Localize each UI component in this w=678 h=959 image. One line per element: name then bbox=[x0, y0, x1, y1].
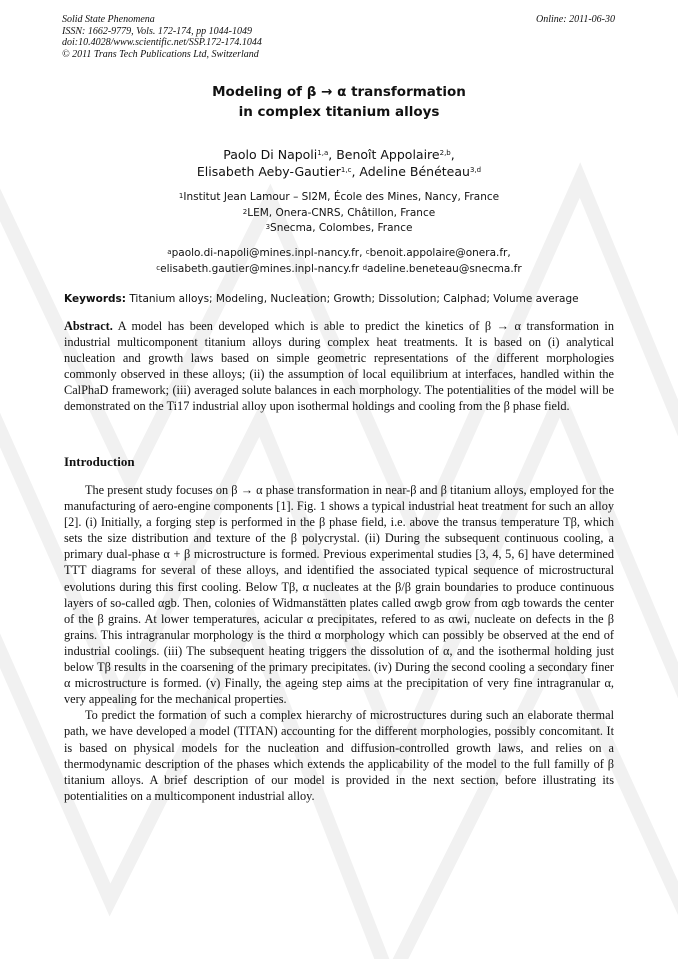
author-affil-marker: 2,b bbox=[439, 149, 451, 157]
author-list: Paolo Di Napoli$^{1,a}$, Benoît Appolaire$^{2,b}$, Elisabeth Aeby-Gautier$^{1,c}$, Adeline Bénéteau$^{3,d}$ bbox=[196, 147, 482, 179]
keywords-text: Titanium alloys; Modeling, Nucleation; Growth; Dissolution; Calphad; Volume average bbox=[129, 293, 579, 305]
section-heading: Introduction bbox=[64, 454, 135, 469]
doi-line: doi:10.4028/www.scientific.net/SSP.172-174.1044 bbox=[62, 37, 262, 48]
author-affil-marker: 1,a bbox=[317, 149, 329, 157]
keywords bbox=[64, 292, 614, 306]
affiliation: Institut Jean Lamour – SI2M, École des Mines, Nancy, France bbox=[183, 191, 500, 203]
journal-header bbox=[62, 14, 615, 60]
affiliation: Snecma, Colombes, France bbox=[270, 222, 413, 234]
email-marker: d bbox=[362, 264, 368, 272]
affiliations bbox=[0, 190, 678, 237]
paragraph: To predict the formation of such a complex hierarchy of microstructures during such an elaborate thermal path, we have developed a model (TITAN) accounting for the different morphologies, possibly concomitant. It is based on physical models for the nucleation and diffusion-controlled growth laws, and relies on a thermodynamic description of the phases which extends the applicability of the model to the full familly of β titanium alloys. A brief description of our model is provided in the next section, before illustrating its potentialities on a multicomponent industrial alloy. bbox=[64, 708, 614, 803]
abstract-text: A model has been developed which is able to predict the kinetics of β → α transformation in industrial multicomponent titanium alloys during complex heat treatments. It is based on (i) analytical nucleation and growth laws based on simple geometric representations of the different morphologies commonly observed in these alloys; (ii) the assumption of local equilibrium at interfaces, handled within the CalPhaD framework; (iii) averaged solute balances in each morphology. The potentialities of the model will be demonstrated on the Ti17 industrial alloy upon isothermal holdings and cooling from the β phase field. bbox=[64, 319, 614, 414]
issn-line: ISSN: 1662-9779, Vols. 172-174, pp 1044-1049 bbox=[62, 25, 252, 37]
title-line-1: Modeling of β → α transformation bbox=[212, 84, 466, 100]
email-marker: c bbox=[156, 264, 161, 272]
email-address[interactable]: paolo.di-napoli@mines.inpl-nancy.fr, bbox=[171, 247, 363, 259]
affil-number: 1 bbox=[178, 192, 184, 200]
introduction-body bbox=[64, 482, 614, 804]
email-address[interactable]: elisabeth.gautier@mines.inpl-nancy.fr bbox=[160, 263, 360, 275]
author-name: Paolo Di Napoli bbox=[223, 147, 318, 162]
paper-title bbox=[0, 82, 678, 122]
author-affil-marker: 3,d bbox=[469, 166, 482, 174]
journal-name: Solid State Phenomena bbox=[62, 14, 155, 25]
author-name: Benoît Appolaire bbox=[336, 147, 440, 162]
email-address[interactable]: adeline.beneteau@snecma.fr bbox=[367, 263, 522, 275]
affil-number: 2 bbox=[242, 207, 248, 216]
copyright-line: © 2011 Trans Tech Publications Ltd, Switzerland bbox=[62, 48, 259, 60]
affiliation: LEM, Onera-CNRS, Châtillon, France bbox=[247, 206, 436, 219]
abstract-label: Abstract. bbox=[64, 319, 113, 333]
abstract bbox=[64, 318, 614, 415]
email-list bbox=[0, 245, 678, 277]
title-line-2: in complex titanium alloys bbox=[238, 104, 440, 120]
online-date: Online: 2011-06-30 bbox=[536, 14, 615, 25]
email-address[interactable]: benoit.appolaire@onera.fr, bbox=[369, 247, 511, 259]
email-marker: c bbox=[365, 248, 370, 256]
keywords-label: Keywords: bbox=[64, 293, 126, 305]
author-affil-marker: 1,c bbox=[340, 166, 352, 174]
affil-number: 3 bbox=[265, 223, 271, 231]
author-name: Adeline Bénéteau bbox=[359, 164, 470, 179]
paragraph: The present study focuses on β → α phase transformation in near-β and β titanium alloys, employed for the manufacturing of aero-engine components [1]. Fig. 1 shows a typical industrial heat treatment for such an alloy [2]. (i) Initially, a forging step is performed in the β phase field, i.e. above the transus temperature Tβ, which sets the size distribution and texture of the β polycrystal. (ii) During the subsequent continuous cooling, a primary dual-phase α + β microstructure is formed. Previous experimental studies [3, 4, 5, 6] have determined TTT diagrams for several of these alloys, and identified the associated typical sequence of microstructural evolutions during this first cooling. Below Tβ, α nucleates at the β/β grain boundaries to produce continuous layers of so-called αgb. Then, colonies of Widmanstätten plates called αwgb grow from αgb towards the center of the β grains. At lower temperatures, acicular α precipitates, refered to as αwi, nucleate on defects in the β grains. This intragranular morphology is the third α morphology which can possibly be observed at the end of industrial coolings. (iii) The subsequent heating triggers the dissolution of α, and the isothermal holding just below Tβ results in the coarsening of the primary precipitates. (iv) During the second cooling a secondary finer α microstructure is formed. (v) Finally, the ageing step aims at the precipitation of very fine intragranular α, very appealing for the mechanical properties. bbox=[64, 483, 614, 707]
author-name: Elisabeth Aeby-Gautier bbox=[196, 164, 341, 179]
email-marker: a bbox=[167, 248, 172, 256]
